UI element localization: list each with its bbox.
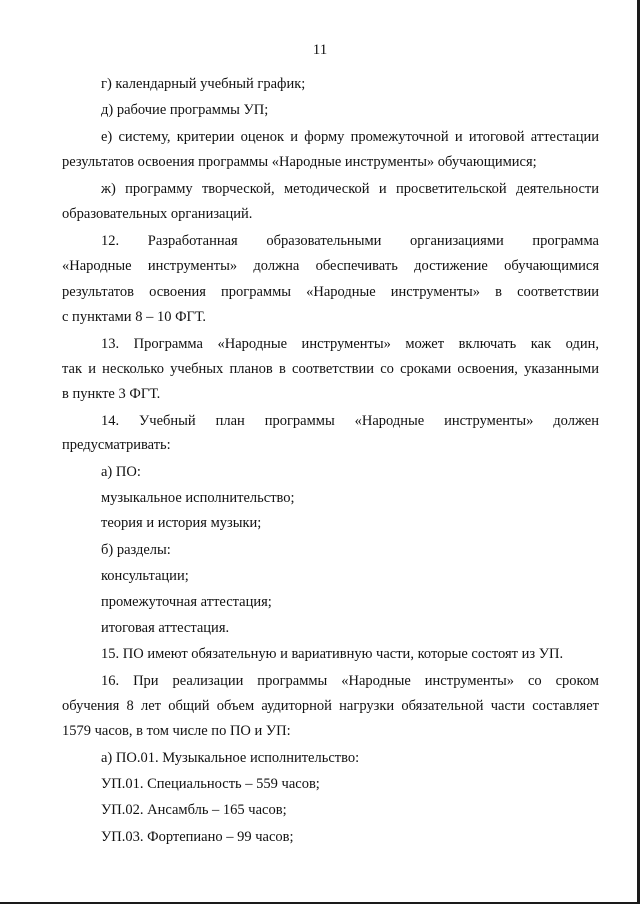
page-number: 11: [312, 42, 328, 58]
text-line-item-16-cont-2: 1579 часов, в том числе по ПО и УП:: [62, 723, 291, 739]
text-line-consultations: консультации;: [101, 568, 189, 584]
text-line-music-theory: теория и история музыки;: [101, 515, 262, 531]
text-line-interim-assessment: промежуточная аттестация;: [101, 594, 272, 610]
text-line-assessment-system: е) систему, критерии оценок и форму промежуточной и итоговой аттестации: [101, 129, 599, 145]
text-line-item-13-cont-1: так и несколько учебных планов в соответствии со сроками освоения, указанными: [62, 361, 599, 377]
text-line-item-13: 13. Программа «Народные инструменты» может включать как один,: [101, 336, 599, 352]
text-line-organizations: образовательных организаций.: [62, 206, 253, 222]
text-line-creative-program: ж) программу творческой, методической и просветительской деятельности: [101, 181, 599, 197]
text-line-item-12-cont-2: результатов освоения программы «Народные инструменты» в соответствии: [62, 284, 599, 300]
text-line-item-13-cont-2: в пункте 3 ФГТ.: [62, 386, 161, 402]
text-line-item-12: 12. Разработанная образовательными организациями программа: [101, 233, 599, 249]
text-line-item-12-cont-1: «Народные инструменты» должна обеспечивать достижение обучающимися: [62, 258, 599, 274]
text-line-item-12-cont-3: с пунктами 8 – 10 ФГТ.: [62, 309, 206, 325]
text-line-po: а) ПО:: [101, 464, 141, 480]
text-line-final-assessment: итоговая аттестация.: [101, 620, 230, 636]
text-line-item-15: 15. ПО имеют обязательную и вариативную части, которые состоят из УП.: [101, 646, 564, 662]
text-line-item-16-cont-1: обучения 8 лет общий объем аудиторной нагрузки обязательной части составляет: [62, 698, 599, 714]
text-line-up02: УП.02. Ансамбль – 165 часов;: [101, 802, 287, 818]
text-line-item-16: 16. При реализации программы «Народные инструменты» со сроком: [101, 673, 599, 689]
text-line-item-14: 14. Учебный план программы «Народные инструменты» должен: [101, 413, 599, 429]
text-line-calendar-schedule: г) календарный учебный график;: [101, 76, 306, 92]
text-line-po01: а) ПО.01. Музыкальное исполнительство:: [101, 750, 360, 766]
text-line-up01: УП.01. Специальность – 559 часов;: [101, 776, 320, 792]
text-line-work-programs: д) рабочие программы УП;: [101, 102, 269, 118]
text-line-up03: УП.03. Фортепиано – 99 часов;: [101, 829, 294, 845]
text-line-assessment-results: результатов освоения программы «Народные инструменты» обучающимися;: [62, 154, 537, 170]
text-line-item-14-cont: предусматривать:: [62, 437, 171, 453]
text-line-music-performance: музыкальное исполнительство;: [101, 490, 295, 506]
text-line-sections: б) разделы:: [101, 542, 171, 558]
